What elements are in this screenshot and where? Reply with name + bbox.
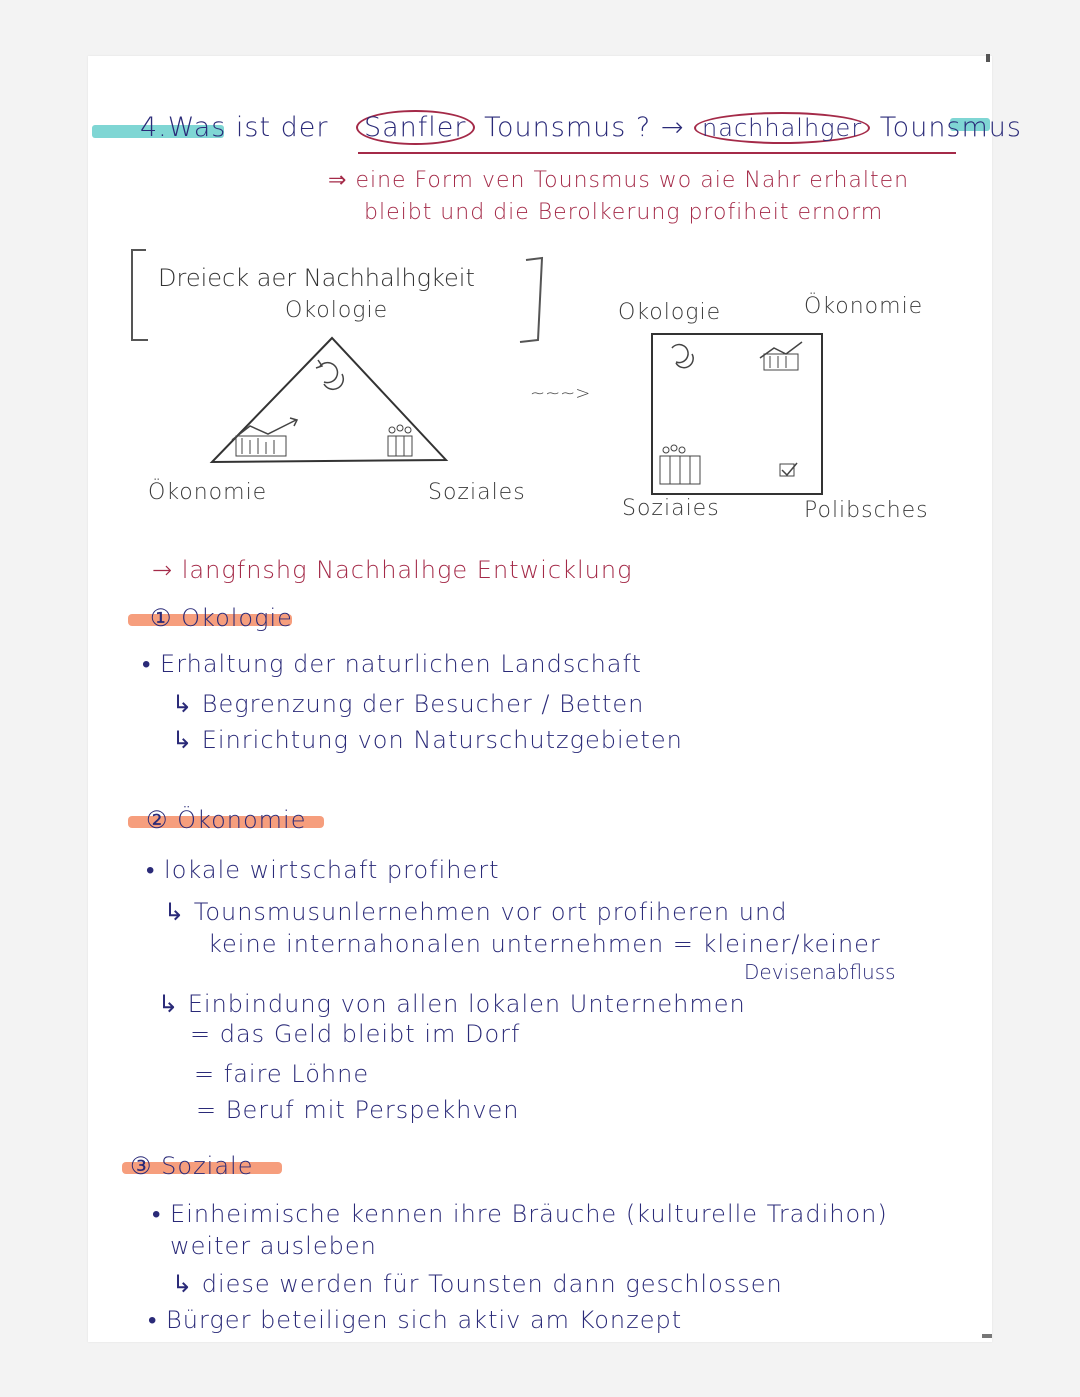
square-label-politisches: Polibsches xyxy=(804,498,929,523)
triangle-title: Dreieck aer Nachhalhgkeit xyxy=(158,264,475,292)
square-label-okologie: Okologie xyxy=(618,300,722,325)
section-2-line-8: = Beruf mit Perspekhven xyxy=(196,1096,520,1124)
triangle-label-okologie: Okologie xyxy=(285,298,389,323)
triangle-label-soziales: Soziales xyxy=(428,480,526,505)
section-3-line-1: • Einheimische kennen ihre Bräuche (kulturelle Tradihon) xyxy=(152,1200,888,1228)
page-edge-mark xyxy=(986,54,990,62)
transition-arrow: ~~~> xyxy=(530,383,591,404)
sustainability-triangle xyxy=(212,338,446,462)
section-2-line-5: ↳ Einbindung von allen lokalen Unternehmen xyxy=(158,990,746,1018)
section-3-line-3: ↳ diese werden für Tounsten dann geschlossen xyxy=(172,1270,783,1298)
circled-term-sanfter: Sanfler xyxy=(356,110,475,145)
section-1-line-2: ↳ Begrenzung der Besucher / Betten xyxy=(172,690,645,718)
recycle-icon xyxy=(672,345,693,368)
page-edge-mark xyxy=(982,1334,992,1338)
section-1-line-3: ↳ Einrichtung von Naturschutzgebieten xyxy=(172,726,683,754)
definition-text-1: eine Form ven Tounsmus wo aie Nahr erhalten xyxy=(355,168,910,193)
checkbox-icon xyxy=(780,463,797,476)
section-2-line-6: = das Geld bleibt im Dorf xyxy=(190,1020,521,1048)
economy-chart-icon xyxy=(760,342,802,370)
definition-line-2: bleibt und die Berolkerung profiheit ernorm xyxy=(364,200,884,225)
heading-word: Tounsmus ? xyxy=(484,112,652,143)
heading-underline xyxy=(358,152,956,154)
people-group-icon xyxy=(660,445,700,484)
heading-word-end: Tounsmus xyxy=(879,112,1022,143)
section-3-heading: ③ Soziale xyxy=(130,1152,254,1180)
definition-arrow: ⇒ xyxy=(328,168,348,193)
conclusion-text: langfnshg Nachhalhge Entwicklung xyxy=(181,556,633,584)
triangle-label-okonomie: Ökonomie xyxy=(148,480,268,505)
circled-term-nachhaltig: nachhalhger xyxy=(694,112,870,144)
heading-number: 4. xyxy=(140,112,168,143)
square-label-soziales: Soziaies xyxy=(622,496,720,521)
section-2-line-7: = faire Löhne xyxy=(194,1060,370,1088)
section-1-line-1: • Erhaltung der naturlichen Landschaft xyxy=(142,650,642,678)
conclusion-line xyxy=(152,556,632,584)
heading-term xyxy=(356,112,1022,143)
square-label-okonomie: Ökonomie xyxy=(804,294,924,319)
section-2-line-2: ↳ Tounsmusunlernehmen vor ort profiheren und xyxy=(164,898,788,926)
section-2-line-4: Devisenabfluss xyxy=(744,960,896,984)
heading-text: Was ist der xyxy=(167,112,329,143)
people-group-icon xyxy=(388,425,412,456)
section-2-line-3: keine internahonalen unternehmen = kleiner/keiner xyxy=(208,930,881,958)
section-3-line-2: weiter ausleben xyxy=(170,1232,377,1260)
conclusion-arrow: → xyxy=(152,556,174,584)
heading-arrow: → xyxy=(660,112,685,143)
sustainability-square xyxy=(652,334,822,494)
section-2-line-1: • lokale wirtschaft profihert xyxy=(146,856,500,884)
bracket-right xyxy=(520,258,542,342)
section-1-heading: ① Okologie xyxy=(150,604,293,632)
definition-line-1 xyxy=(328,168,909,193)
section-2-heading: ② Ökonomie xyxy=(146,806,307,834)
square-diagram xyxy=(640,324,840,504)
economy-chart-icon xyxy=(232,418,297,456)
heading xyxy=(140,112,329,143)
recycle-icon xyxy=(316,360,343,389)
section-3-line-4: • Bürger beteiligen sich aktiv am Konzept xyxy=(148,1306,683,1334)
bracket-left xyxy=(132,250,148,340)
